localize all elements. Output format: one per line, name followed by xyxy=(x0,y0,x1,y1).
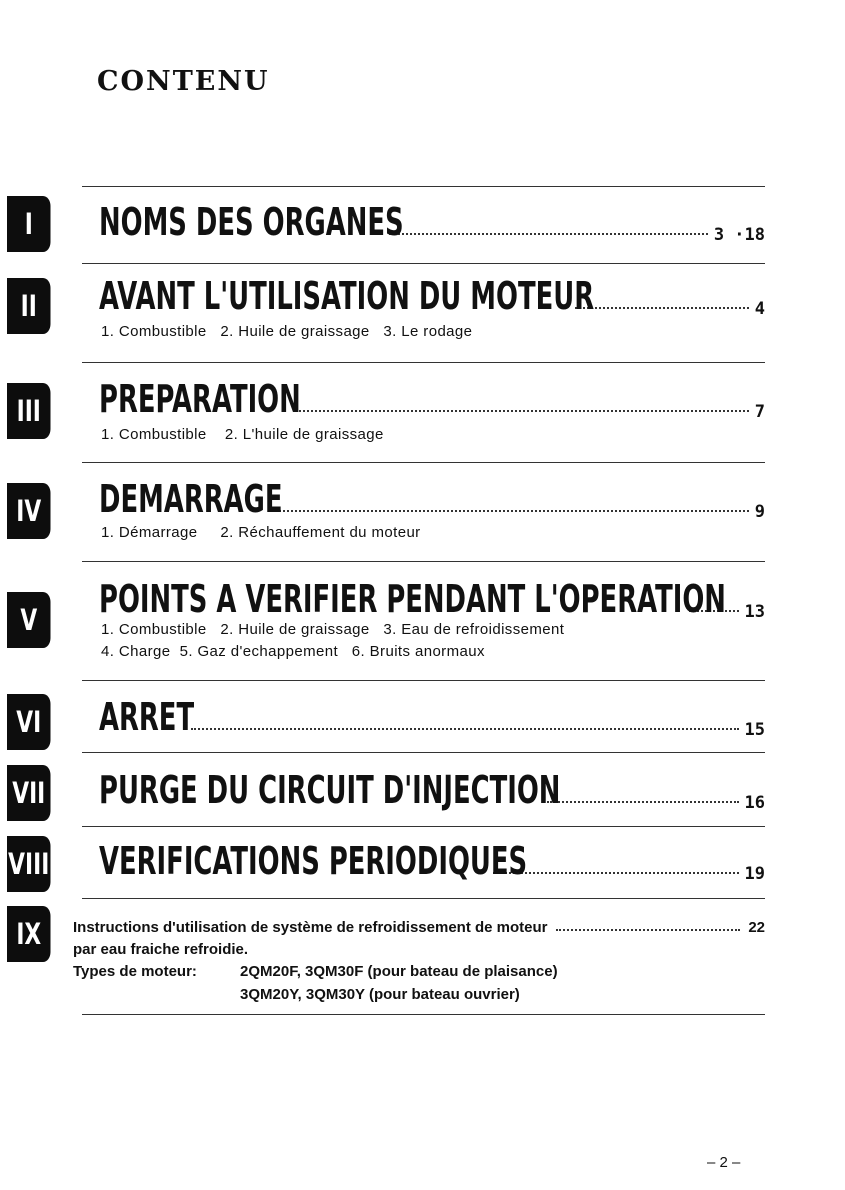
section-page-v: 13 xyxy=(744,602,765,622)
dot-leader xyxy=(493,872,739,874)
section-ix-line2: par eau fraiche refroidie. xyxy=(73,941,249,958)
dot-leader xyxy=(556,929,741,931)
section-badge-ix: IX xyxy=(7,906,51,962)
section-badge-v: V xyxy=(7,592,51,648)
section-page-iv: 9 xyxy=(754,502,765,522)
section-heading-vii: PURGE DU CIRCUIT D'INJECTION xyxy=(99,768,561,812)
section-page-vii: 16 xyxy=(744,793,765,813)
dot-leader xyxy=(275,510,749,512)
divider xyxy=(82,462,765,463)
section-subitems-iv: 1. Démarrage 2. Réchauffement du moteur xyxy=(101,524,421,541)
section-heading-row-vi[interactable] xyxy=(99,695,765,740)
dot-leader xyxy=(389,233,708,235)
section-heading-iv: DEMARRAGE xyxy=(99,477,283,521)
divider xyxy=(82,186,765,187)
section-badge-iii: III xyxy=(7,383,51,439)
section-heading-row-ii[interactable] xyxy=(99,274,765,319)
engine-types-2: 3QM20Y, 3QM30Y (pour bateau ouvrier) xyxy=(240,986,520,1003)
section-heading-row-i[interactable] xyxy=(99,200,765,245)
section-heading-row-iii[interactable] xyxy=(99,377,765,422)
page-title: CONTENU xyxy=(97,66,270,97)
section-ix-line1: Instructions d'utilisation de système de refroidissement de moteur xyxy=(73,919,548,936)
divider xyxy=(82,826,765,827)
section-heading-v: POINTS A VERIFIER PENDANT L'OPERATION xyxy=(99,577,726,621)
dot-leader xyxy=(575,307,749,309)
section-subitems-v-line1: 1. Combustible 2. Huile de graissage 3. Eau de refroidissement xyxy=(101,621,565,638)
section-badge-vii: VII xyxy=(7,765,51,821)
divider xyxy=(82,1014,765,1015)
section-heading-i: NOMS DES ORGANES xyxy=(99,200,404,244)
section-page-vi: 15 xyxy=(744,720,765,740)
section-subitems-v-line2: 4. Charge 5. Gaz d'echappement 6. Bruits anormaux xyxy=(101,643,485,660)
section-heading-row-viii[interactable] xyxy=(99,839,765,884)
divider xyxy=(82,680,765,681)
section-badge-ii: II xyxy=(7,278,51,334)
section-subitems-iii: 1. Combustible 2. L'huile de graissage xyxy=(101,426,384,443)
divider xyxy=(82,898,765,899)
dot-leader xyxy=(191,728,739,730)
section-heading-row-ix[interactable] xyxy=(73,919,765,936)
section-heading-row-v[interactable] xyxy=(99,577,765,622)
section-heading-vi: ARRET xyxy=(99,695,195,739)
section-subitems-ii: 1. Combustible 2. Huile de graissage 3. Le rodage xyxy=(101,323,473,340)
section-page-ii: 4 xyxy=(754,299,765,319)
section-badge-i: I xyxy=(7,196,51,252)
section-page-ix: 22 xyxy=(748,919,765,936)
section-page-i: 3 ·18 xyxy=(713,225,765,245)
page-number: – 2 – xyxy=(707,1154,741,1171)
engine-types-1: 2QM20F, 3QM30F (pour bateau de plaisance) xyxy=(240,963,558,980)
section-page-iii: 7 xyxy=(754,402,765,422)
divider xyxy=(82,362,765,363)
divider xyxy=(82,561,765,562)
section-heading-viii: VERIFICATIONS PERIODIQUES xyxy=(99,839,528,883)
section-heading-ii: AVANT L'UTILISATION DU MOTEUR xyxy=(99,274,595,318)
section-heading-iii: PREPARATION xyxy=(99,377,301,421)
dot-leader xyxy=(547,801,739,803)
engine-types-label: Types de moteur: xyxy=(73,963,197,980)
section-badge-iv: IV xyxy=(7,483,51,539)
divider xyxy=(82,752,765,753)
section-badge-viii: VIII xyxy=(7,836,51,892)
section-page-viii: 19 xyxy=(744,864,765,884)
section-badge-vi: VI xyxy=(7,694,51,750)
dot-leader xyxy=(295,410,749,412)
divider xyxy=(82,263,765,264)
section-heading-row-iv[interactable] xyxy=(99,477,765,522)
section-heading-row-vii[interactable] xyxy=(99,768,765,813)
